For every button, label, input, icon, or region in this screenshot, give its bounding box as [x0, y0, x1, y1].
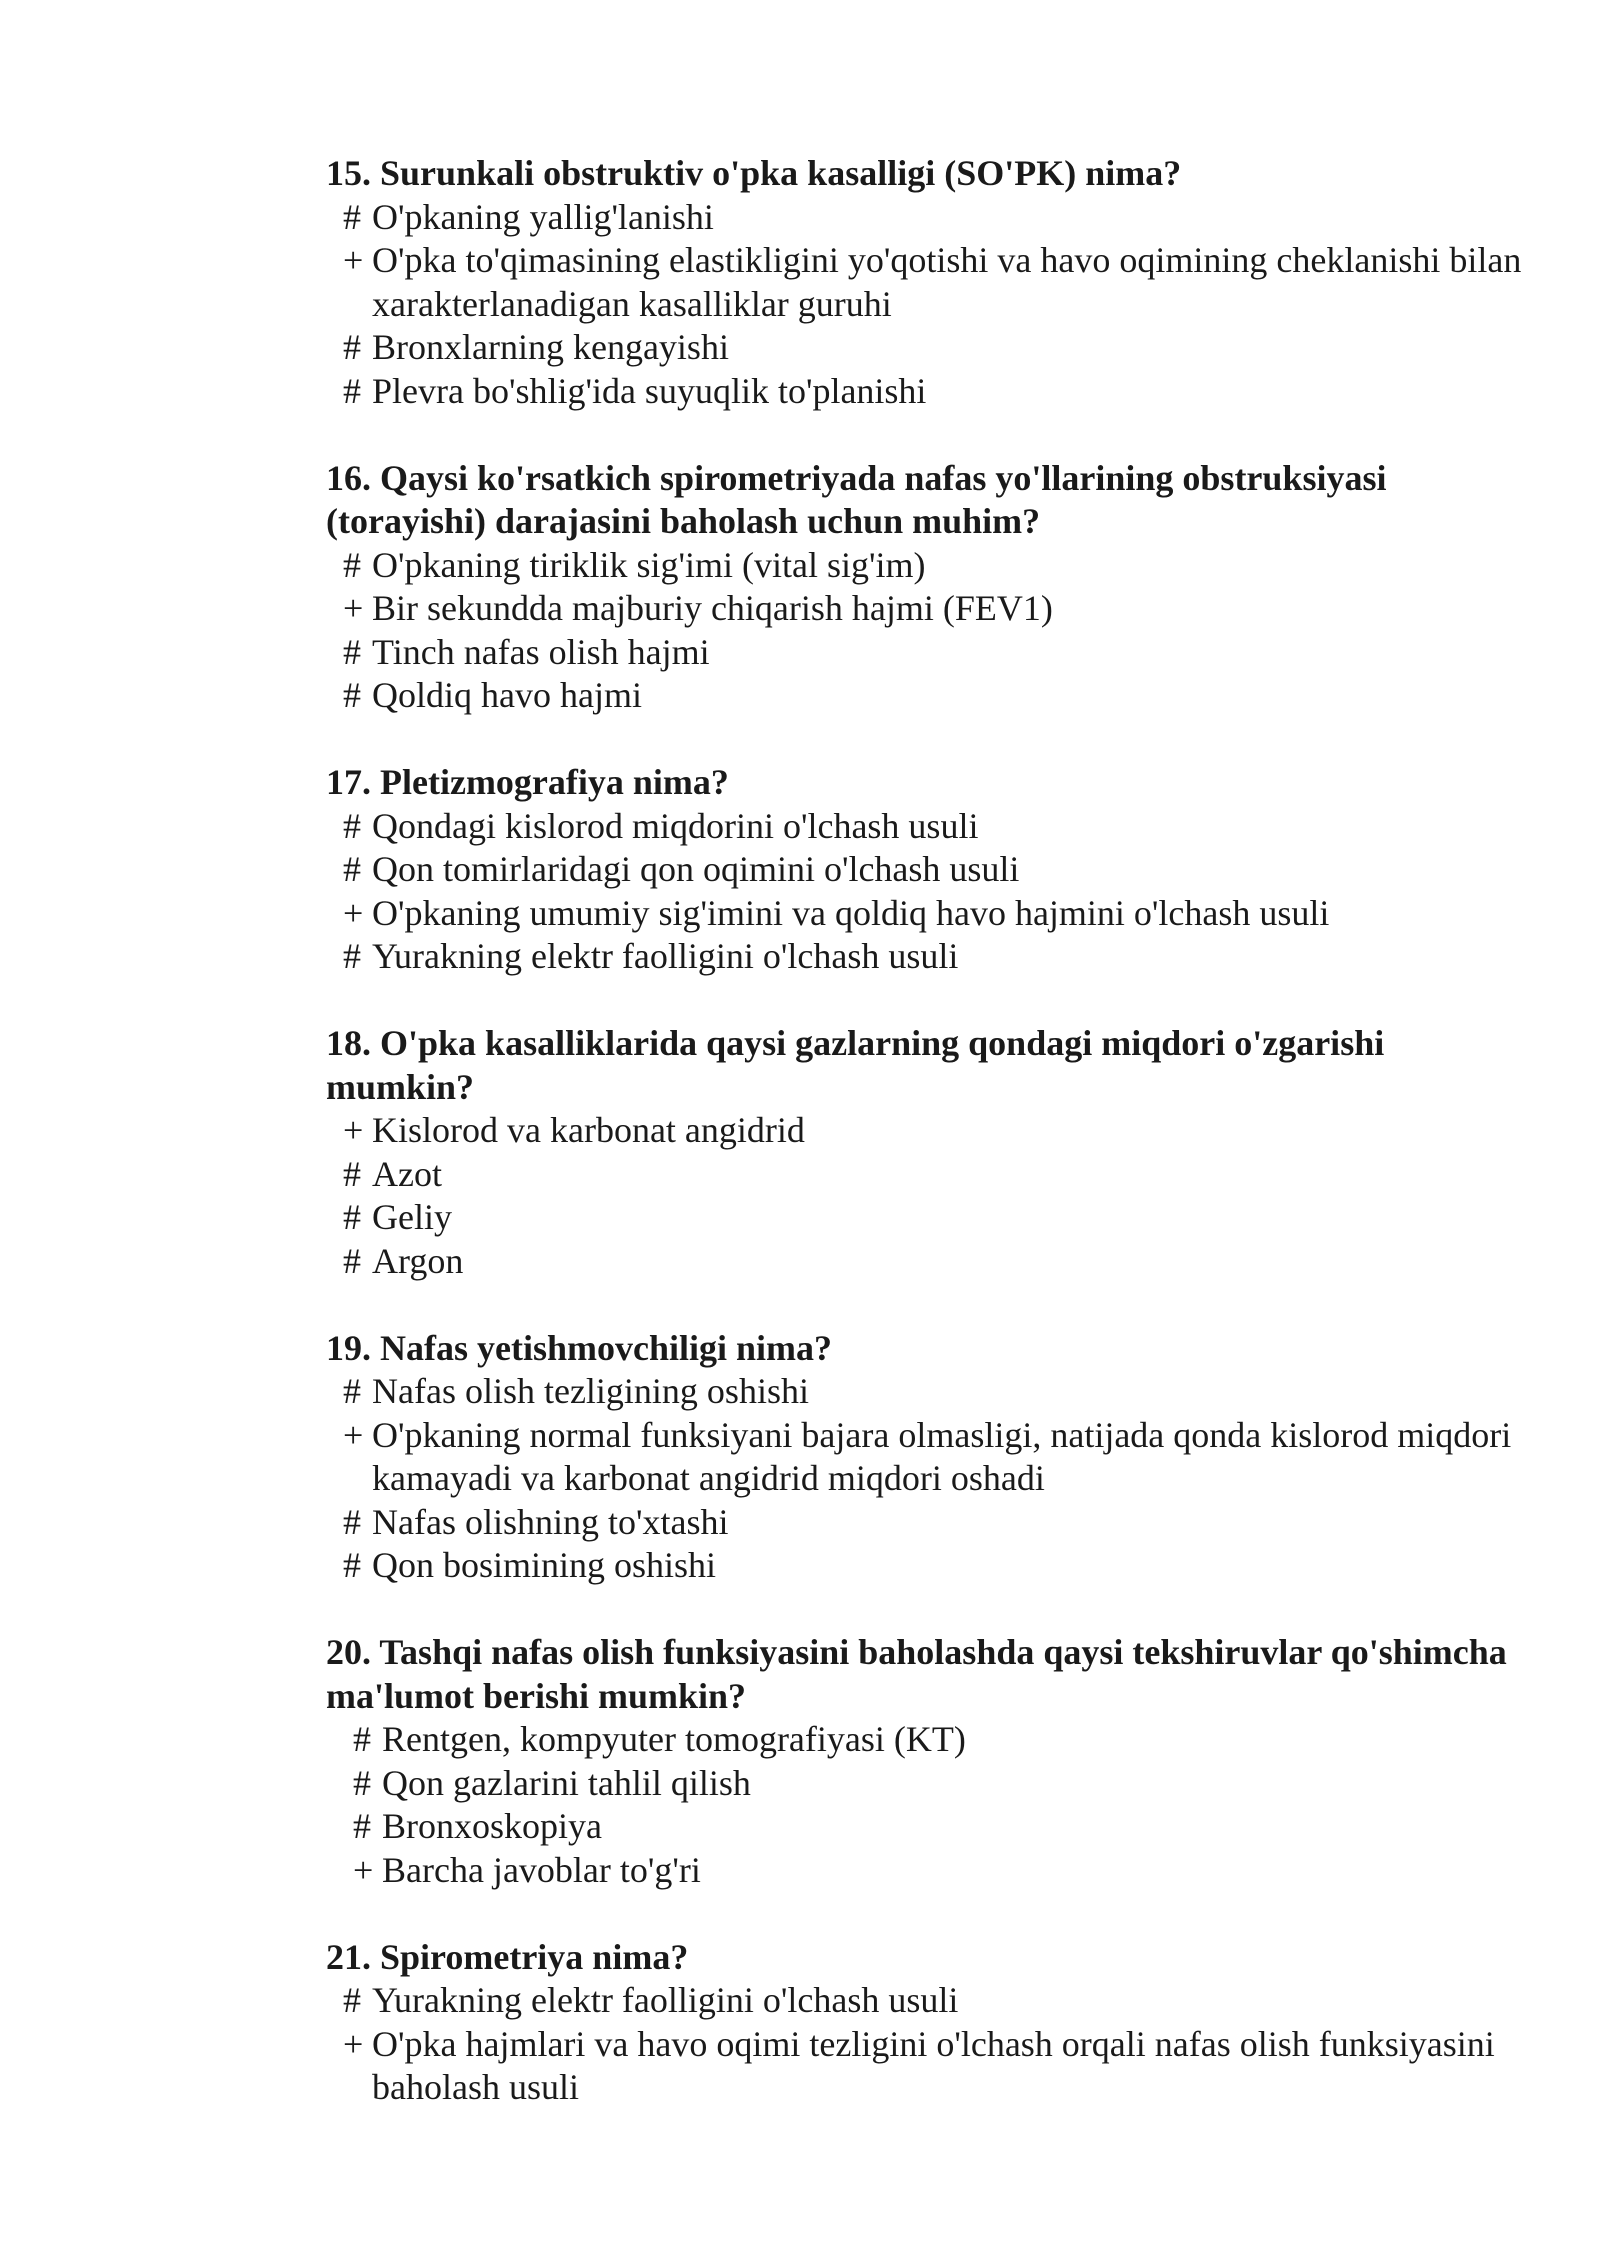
question-17: [326, 761, 1526, 979]
option-marker: #: [343, 1371, 361, 1411]
answer-option: [326, 196, 1526, 240]
option-text: Qon tomirlaridagi qon oqimini o'lchash usuli: [372, 849, 1020, 889]
option-marker: #: [343, 805, 361, 846]
answer-option: [326, 326, 1526, 370]
option-marker: #: [343, 327, 361, 367]
option-text: Qon bosimining oshishi: [372, 1545, 717, 1585]
option-text: O'pkaning tiriklik sig'imi (vital sig'im): [372, 544, 926, 585]
option-text: Nafas olishning to'xtashi: [372, 1501, 729, 1542]
answer-option: [326, 370, 1526, 414]
option-marker: #: [343, 631, 361, 672]
answer-option: [326, 1762, 1526, 1806]
answer-option: [326, 1979, 1526, 2023]
option-marker: #: [353, 1719, 371, 1759]
question-title: 21. Spirometriya nima?: [326, 1936, 689, 1977]
answer-option: [326, 1805, 1526, 1849]
option-marker: #: [343, 849, 361, 889]
option-marker: +: [353, 1849, 374, 1890]
option-marker: #: [343, 196, 361, 237]
answer-option: [326, 1718, 1526, 1762]
answer-option: [326, 631, 1526, 675]
option-marker: +: [343, 2023, 364, 2064]
question-title: 15. Surunkali obstruktiv o'pka kasalligi (SO'PK) nima?: [326, 153, 1182, 193]
option-text: Barcha javoblar to'g'ri: [382, 1849, 701, 1890]
answer-option-correct: [326, 587, 1526, 631]
option-text: Plevra bo'shlig'ida suyuqlik to'planishi: [372, 370, 927, 411]
option-marker: #: [343, 675, 361, 715]
option-marker: #: [343, 1501, 361, 1542]
answer-option: [326, 1501, 1526, 1545]
answer-option: [326, 544, 1526, 588]
answer-option: [326, 1370, 1526, 1414]
option-text: O'pka hajmlari va havo oqimi tezligini o'lchash orqali nafas olish funksiyasini baholash usuli: [372, 2023, 1495, 2107]
question-title: 18. O'pka kasalliklarida qaysi gazlarning qondagi miqdori o'zgarishi mumkin?: [326, 1023, 1385, 1107]
option-text: Yurakning elektr faolligini o'lchash usuli: [372, 1980, 959, 2020]
option-marker: #: [343, 1545, 361, 1585]
answer-option-correct: [326, 1109, 1526, 1153]
question-21: [326, 1936, 1526, 2110]
option-text: Qoldiq havo hajmi: [372, 675, 642, 715]
option-marker: +: [343, 1414, 364, 1455]
option-text: Nafas olish tezligining oshishi: [372, 1371, 809, 1411]
option-text: Bronxlarning kengayishi: [372, 327, 729, 367]
option-marker: #: [343, 1980, 361, 2020]
option-text: Argon: [372, 1240, 464, 1281]
answer-option-correct: [326, 1414, 1526, 1501]
answer-option: [326, 1196, 1526, 1240]
question-list: [326, 152, 1526, 2153]
question-15: [326, 152, 1526, 413]
option-marker: #: [343, 936, 361, 976]
question-20: [326, 1631, 1526, 1892]
question-19: [326, 1327, 1526, 1588]
option-marker: #: [343, 1197, 361, 1237]
option-marker: +: [343, 1110, 364, 1150]
option-text: Geliy: [372, 1197, 452, 1237]
answer-option-correct: [326, 2023, 1526, 2110]
option-text: Qon gazlarini tahlil qilish: [382, 1762, 751, 1803]
answer-option: [326, 848, 1526, 892]
option-marker: #: [343, 370, 361, 411]
option-marker: #: [343, 1240, 361, 1281]
answer-option: [326, 1544, 1526, 1588]
option-text: O'pka to'qimasining elastikligini yo'qotishi va havo oqimining cheklanishi bilan xarakterlanadigan kasalliklar guruhi: [372, 240, 1522, 324]
question-16: [326, 457, 1526, 718]
option-text: Qondagi kislorod miqdorini o'lchash usuli: [372, 805, 979, 846]
option-text: Bronxoskopiya: [382, 1806, 602, 1846]
option-marker: #: [353, 1806, 371, 1846]
question-title: 17. Pletizmografiya nima?: [326, 762, 729, 802]
option-text: O'pkaning normal funksiyani bajara olmasligi, natijada qonda kislorod miqdori kamayadi va karbonat angidrid miqdori oshadi: [372, 1414, 1512, 1498]
option-text: Bir sekundda majburiy chiqarish hajmi (FEV1): [372, 588, 1053, 628]
answer-option-correct: [326, 892, 1526, 936]
question-title: 19. Nafas yetishmovchiligi nima?: [326, 1327, 833, 1368]
option-text: Tinch nafas olish hajmi: [372, 631, 710, 672]
option-marker: +: [343, 240, 364, 280]
answer-option: [326, 1153, 1526, 1197]
option-marker: #: [353, 1762, 371, 1803]
option-text: Rentgen, kompyuter tomografiyasi (KT): [382, 1719, 966, 1759]
option-text: O'pkaning yallig'lanishi: [372, 196, 714, 237]
option-marker: #: [343, 544, 361, 585]
option-marker: +: [343, 588, 364, 628]
answer-option-correct: [326, 239, 1526, 326]
answer-option-correct: [326, 1849, 1526, 1893]
question-18: [326, 1022, 1526, 1283]
option-text: Azot: [372, 1153, 442, 1194]
option-text: Kislorod va karbonat angidrid: [372, 1110, 805, 1150]
option-text: Yurakning elektr faolligini o'lchash usuli: [372, 936, 959, 976]
option-marker: +: [343, 892, 364, 933]
option-marker: #: [343, 1153, 361, 1194]
answer-option: [326, 1240, 1526, 1284]
question-title: 16. Qaysi ko'rsatkich spirometriyada nafas yo'llarining obstruksiyasi (torayishi) darajasini baholash uchun muhim?: [326, 457, 1387, 541]
answer-option: [326, 935, 1526, 979]
question-title: 20. Tashqi nafas olish funksiyasini baholashda qaysi tekshiruvlar qo'shimcha ma'lumot berishi mumkin?: [326, 1632, 1507, 1716]
option-text: O'pkaning umumiy sig'imini va qoldiq havo hajmini o'lchash usuli: [372, 892, 1330, 933]
answer-option: [326, 674, 1526, 718]
answer-option: [326, 805, 1526, 849]
